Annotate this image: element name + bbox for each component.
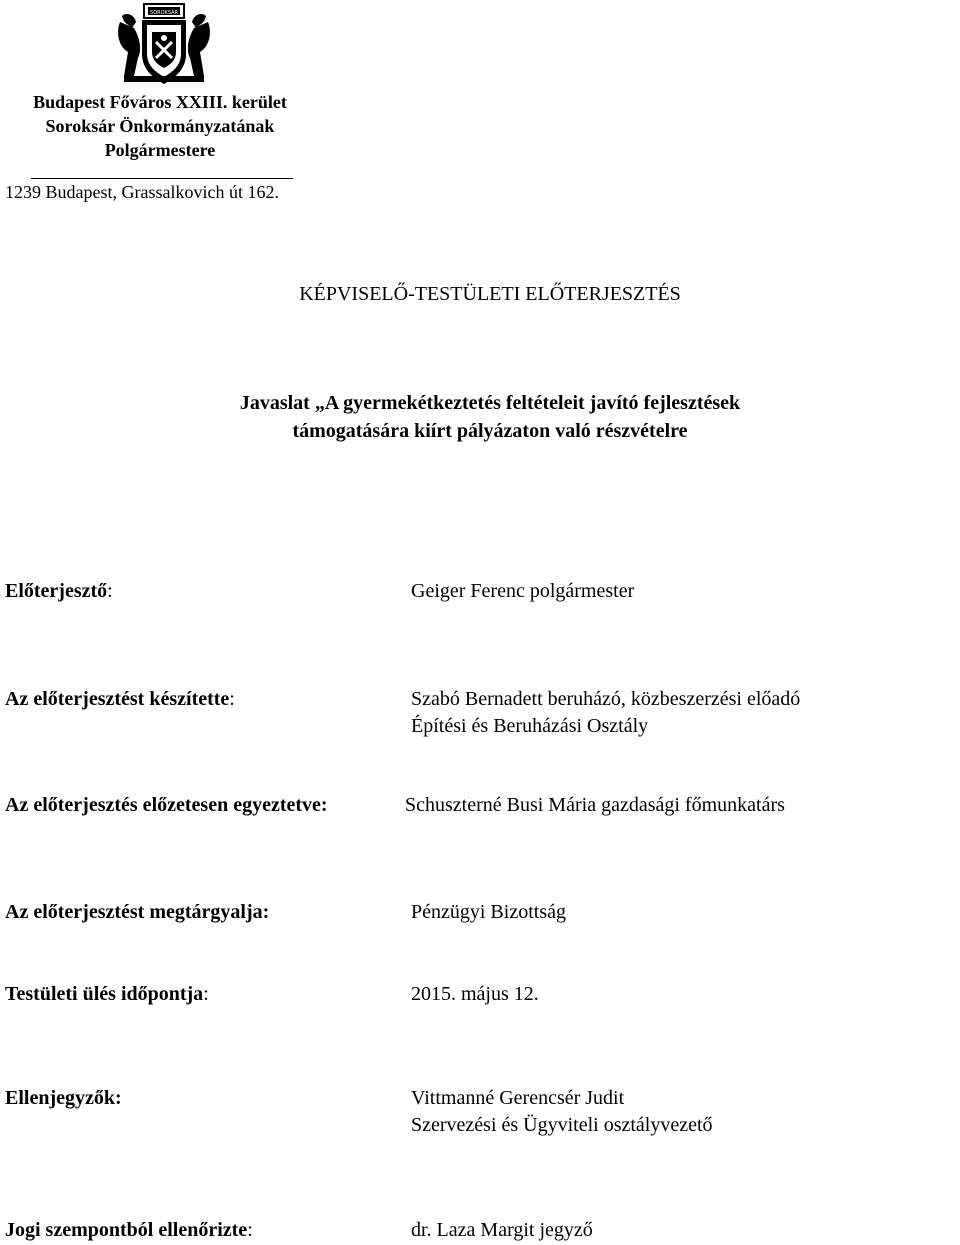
prepared-by-value-line1: Szabó Bernadett beruházó, közbeszerzési előadó — [411, 688, 801, 710]
prepared-by-value-line2: Építési és Beruházási Osztály — [411, 715, 649, 737]
legal-check-label: Jogi szempontból ellenőrizte: — [5, 1219, 253, 1241]
coordinated-label: Az előterjesztés előzetesen egyeztetve: — [5, 794, 328, 816]
svg-text:SOROKSÁR: SOROKSÁR — [150, 10, 178, 16]
meeting-date-value: 2015. május 12. — [411, 983, 539, 1005]
discussed-by-label: Az előterjesztést megtárgyalja: — [5, 901, 270, 923]
org-name-line3: Polgármestere — [104, 140, 216, 160]
legal-check-value: dr. Laza Margit jegyző — [411, 1219, 593, 1241]
countersigners-value-line1: Vittmanné Gerencsér Judit — [411, 1087, 625, 1109]
subject-line-2: támogatására kiírt pályázaton való részvételre — [292, 420, 688, 442]
header-divider — [31, 178, 293, 179]
org-address: 1239 Budapest, Grassalkovich út 162. — [5, 182, 279, 202]
meeting-date-label: Testületi ülés időpontja: — [5, 983, 209, 1005]
subject-line-1: Javaslat „A gyermekétkeztetés feltételeit javító fejlesztések — [239, 392, 741, 414]
countersigners-label: Ellenjegyzők: — [5, 1087, 122, 1109]
discussed-by-value: Pénzügyi Bizottság — [411, 901, 566, 923]
submitter-label: Előterjesztő: — [5, 580, 113, 602]
submitter-value: Geiger Ferenc polgármester — [411, 580, 635, 602]
org-name-line2: Soroksár Önkormányzatának — [45, 116, 275, 136]
coat-of-arms-logo — [114, 2, 214, 90]
prepared-by-label: Az előterjesztést készítette: — [5, 688, 235, 710]
coordinated-value: Schuszterné Busi Mária gazdasági főmunkatárs — [405, 794, 785, 816]
countersigners-value-line2: Szervezési és Ügyviteli osztályvezető — [411, 1114, 713, 1136]
document-title: KÉPVISELŐ-TESTÜLETI ELŐTERJESZTÉS — [299, 283, 681, 305]
org-name-line1: Budapest Főváros XXIII. kerület — [33, 92, 287, 112]
